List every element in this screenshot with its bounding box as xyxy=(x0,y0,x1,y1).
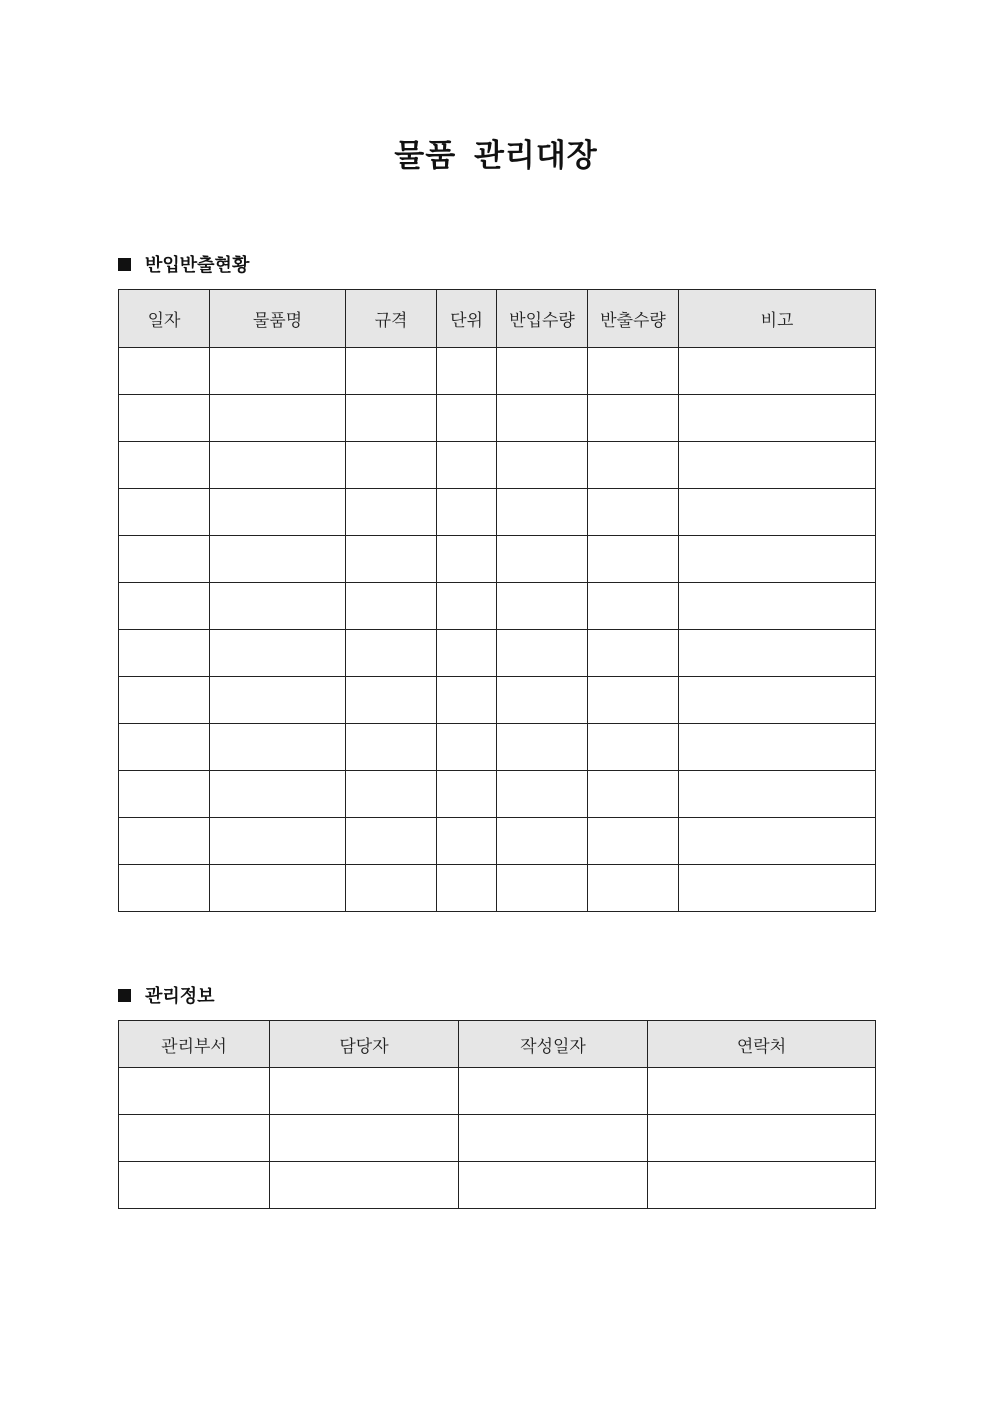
table-cell[interactable] xyxy=(210,724,346,771)
table-row xyxy=(119,489,876,536)
table-cell[interactable] xyxy=(270,1162,459,1209)
table-cell[interactable] xyxy=(459,1068,648,1115)
column-header-date: 일자 xyxy=(119,290,210,348)
table-cell[interactable] xyxy=(437,489,497,536)
table-cell[interactable] xyxy=(459,1162,648,1209)
table-cell[interactable] xyxy=(210,536,346,583)
table-cell[interactable] xyxy=(588,724,679,771)
table-cell[interactable] xyxy=(648,1068,876,1115)
table-cell[interactable] xyxy=(119,348,210,395)
table-cell[interactable] xyxy=(497,583,588,630)
page-title: 물품 관리대장 xyxy=(394,138,598,174)
table-cell[interactable] xyxy=(437,818,497,865)
table-cell[interactable] xyxy=(588,865,679,912)
table-cell[interactable] xyxy=(346,771,437,818)
table-cell[interactable] xyxy=(497,818,588,865)
table-cell[interactable] xyxy=(588,818,679,865)
table-cell[interactable] xyxy=(346,348,437,395)
table-cell[interactable] xyxy=(437,865,497,912)
table-cell[interactable] xyxy=(679,630,876,677)
table-cell[interactable] xyxy=(437,583,497,630)
table-cell[interactable] xyxy=(346,583,437,630)
table-cell[interactable] xyxy=(497,395,588,442)
table-row xyxy=(119,583,876,630)
table-cell[interactable] xyxy=(210,395,346,442)
management-table xyxy=(118,1020,876,1209)
table-cell[interactable] xyxy=(679,818,876,865)
table-row xyxy=(119,536,876,583)
table-cell[interactable] xyxy=(119,771,210,818)
table-cell[interactable] xyxy=(119,442,210,489)
table-cell[interactable] xyxy=(270,1115,459,1162)
table-row xyxy=(119,818,876,865)
table-cell[interactable] xyxy=(679,536,876,583)
section-heading-inout-label: 반입반출현황 xyxy=(145,255,250,276)
table-cell[interactable] xyxy=(210,630,346,677)
table-cell[interactable] xyxy=(210,583,346,630)
table-row xyxy=(119,395,876,442)
table-cell[interactable] xyxy=(210,348,346,395)
table-cell[interactable] xyxy=(497,724,588,771)
table-row xyxy=(119,1162,876,1209)
table-cell[interactable] xyxy=(119,677,210,724)
table-cell[interactable] xyxy=(437,442,497,489)
table-cell[interactable] xyxy=(679,442,876,489)
table-cell[interactable] xyxy=(346,442,437,489)
column-header-in-qty: 반입수량 xyxy=(497,290,588,348)
table-cell[interactable] xyxy=(437,677,497,724)
column-header-item-name: 물품명 xyxy=(210,290,346,348)
table-cell[interactable] xyxy=(588,771,679,818)
table-cell[interactable] xyxy=(119,583,210,630)
table-cell[interactable] xyxy=(210,489,346,536)
table-cell[interactable] xyxy=(210,818,346,865)
table-cell[interactable] xyxy=(588,677,679,724)
section-heading-management-label: 관리정보 xyxy=(145,986,215,1007)
table-cell[interactable] xyxy=(588,348,679,395)
table-row xyxy=(119,630,876,677)
table-cell[interactable] xyxy=(119,1162,270,1209)
table-cell[interactable] xyxy=(588,489,679,536)
table-cell[interactable] xyxy=(346,489,437,536)
table-cell[interactable] xyxy=(119,395,210,442)
table-row xyxy=(119,724,876,771)
table-cell[interactable] xyxy=(346,395,437,442)
table-cell[interactable] xyxy=(679,348,876,395)
table-cell[interactable] xyxy=(679,865,876,912)
table-cell[interactable] xyxy=(437,536,497,583)
table-cell[interactable] xyxy=(119,818,210,865)
square-bullet-icon xyxy=(118,258,131,271)
table-row xyxy=(119,865,876,912)
table-row xyxy=(119,771,876,818)
table-cell[interactable] xyxy=(679,724,876,771)
table-cell[interactable] xyxy=(679,583,876,630)
table-cell[interactable] xyxy=(497,771,588,818)
table-cell[interactable] xyxy=(497,536,588,583)
table-row xyxy=(119,1115,876,1162)
column-header-remarks: 비고 xyxy=(679,290,876,348)
table-cell[interactable] xyxy=(497,348,588,395)
table-cell[interactable] xyxy=(210,677,346,724)
table-cell[interactable] xyxy=(679,771,876,818)
table-cell[interactable] xyxy=(437,395,497,442)
table-cell[interactable] xyxy=(497,677,588,724)
table-cell[interactable] xyxy=(119,489,210,536)
table-cell[interactable] xyxy=(119,865,210,912)
table-cell[interactable] xyxy=(648,1162,876,1209)
table-cell[interactable] xyxy=(497,630,588,677)
table-cell[interactable] xyxy=(497,442,588,489)
inout-table-body xyxy=(119,348,876,912)
management-table-body xyxy=(119,1068,876,1209)
table-cell[interactable] xyxy=(346,630,437,677)
table-cell[interactable] xyxy=(497,865,588,912)
column-header-unit: 단위 xyxy=(437,290,497,348)
table-cell[interactable] xyxy=(346,724,437,771)
section-heading-management xyxy=(118,982,215,1008)
column-header-written-date: 작성일자 xyxy=(459,1021,648,1068)
table-cell[interactable] xyxy=(588,536,679,583)
table-cell[interactable] xyxy=(588,583,679,630)
table-cell[interactable] xyxy=(210,865,346,912)
table-cell[interactable] xyxy=(588,395,679,442)
table-cell[interactable] xyxy=(210,442,346,489)
table-row xyxy=(119,348,876,395)
inout-header-row xyxy=(119,290,876,348)
table-cell[interactable] xyxy=(210,771,346,818)
table-cell[interactable] xyxy=(346,818,437,865)
column-header-out-qty: 반출수량 xyxy=(588,290,679,348)
column-header-spec: 규격 xyxy=(346,290,437,348)
table-cell[interactable] xyxy=(119,536,210,583)
table-row xyxy=(119,677,876,724)
table-cell[interactable] xyxy=(346,677,437,724)
table-cell[interactable] xyxy=(437,630,497,677)
section-heading-inout xyxy=(118,251,249,277)
table-cell[interactable] xyxy=(679,677,876,724)
table-cell[interactable] xyxy=(346,536,437,583)
table-cell[interactable] xyxy=(648,1115,876,1162)
column-header-contact: 연락처 xyxy=(648,1021,876,1068)
table-cell[interactable] xyxy=(679,395,876,442)
table-cell[interactable] xyxy=(346,865,437,912)
table-row xyxy=(119,442,876,489)
management-header-row xyxy=(119,1021,876,1068)
table-cell[interactable] xyxy=(119,1068,270,1115)
column-header-manager: 담당자 xyxy=(270,1021,459,1068)
inout-table xyxy=(118,289,876,912)
table-cell[interactable] xyxy=(588,442,679,489)
table-row xyxy=(119,1068,876,1115)
table-cell[interactable] xyxy=(437,348,497,395)
table-cell[interactable] xyxy=(119,630,210,677)
table-cell[interactable] xyxy=(437,771,497,818)
column-header-department: 관리부서 xyxy=(119,1021,270,1068)
square-bullet-icon xyxy=(118,989,131,1002)
table-cell[interactable] xyxy=(270,1068,459,1115)
table-cell[interactable] xyxy=(588,630,679,677)
table-cell[interactable] xyxy=(119,1115,270,1162)
table-cell[interactable] xyxy=(679,489,876,536)
table-cell[interactable] xyxy=(497,489,588,536)
table-cell[interactable] xyxy=(119,724,210,771)
table-cell[interactable] xyxy=(459,1115,648,1162)
table-cell[interactable] xyxy=(437,724,497,771)
